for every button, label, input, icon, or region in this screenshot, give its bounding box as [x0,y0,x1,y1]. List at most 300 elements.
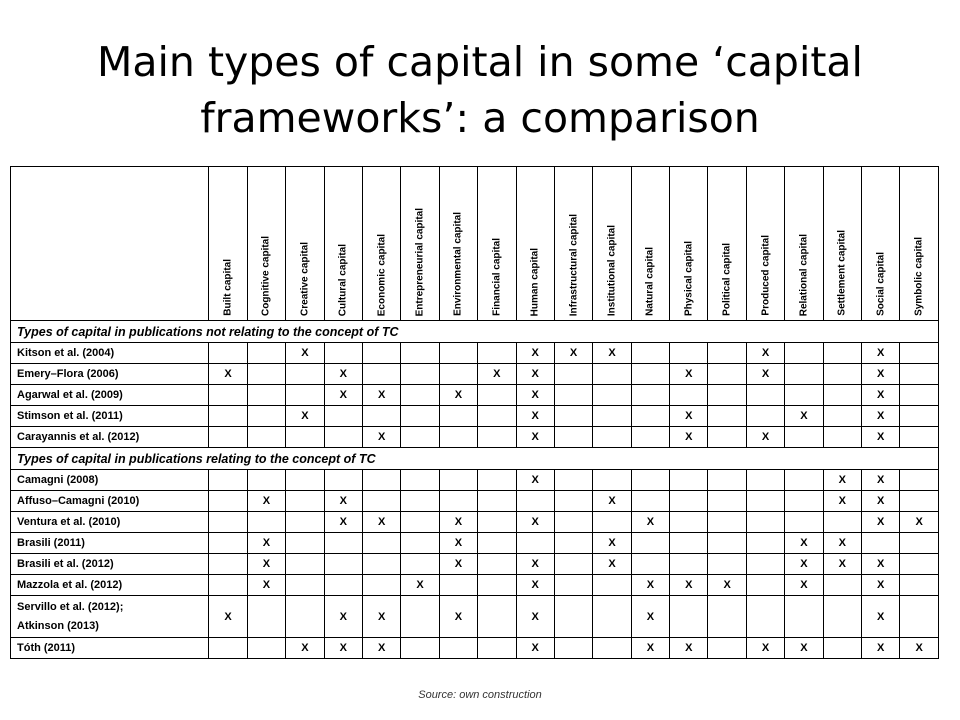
mark-cell: X [324,491,362,512]
mark-cell [478,554,516,575]
mark-cell [708,470,746,491]
row-label-line: Agarwal et al. (2009) [17,388,123,401]
mark-cell: X [439,596,477,638]
mark-cell: X [593,533,631,554]
row-label-line: Camagni (2008) [17,473,99,486]
mark-cell [362,533,400,554]
mark-cell: X [670,638,708,659]
mark-cell [631,470,669,491]
mark-cell [593,427,631,448]
column-header-label: Produced capital [760,235,772,316]
column-header [209,167,247,321]
mark-cell [554,406,592,427]
mark-cell [324,533,362,554]
column-header [516,167,554,321]
mark-cell [785,343,823,364]
mark-cell [247,638,285,659]
mark-cell [823,343,861,364]
mark-cell [900,575,939,596]
mark-cell: X [247,491,285,512]
mark-cell [324,427,362,448]
column-header-label: Cognitive capital [260,235,272,316]
mark-cell [746,470,784,491]
mark-cell [324,470,362,491]
mark-cell [286,554,324,575]
mark-cell [516,533,554,554]
row-label [11,575,209,596]
mark-cell [362,406,400,427]
mark-cell: X [862,343,900,364]
mark-cell [401,364,439,385]
mark-cell [823,385,861,406]
column-header [362,167,400,321]
column-header-label: Entrepreneurial capital [414,207,426,316]
mark-cell [401,385,439,406]
mark-cell [478,343,516,364]
row-label-line: Mazzola et al. (2012) [17,578,123,591]
mark-cell [247,364,285,385]
mark-cell [478,470,516,491]
mark-cell [247,512,285,533]
mark-cell [362,470,400,491]
column-header-label: Settlement capital [836,230,848,316]
mark-cell: X [785,638,823,659]
mark-cell: X [247,554,285,575]
mark-cell [324,406,362,427]
mark-cell [900,554,939,575]
mark-cell: X [823,491,861,512]
mark-cell: X [324,512,362,533]
mark-cell [670,554,708,575]
table-row [11,491,939,512]
mark-cell [554,575,592,596]
row-label [11,470,209,491]
mark-cell: X [362,512,400,533]
mark-cell [708,596,746,638]
row-label-line: Carayannis et al. (2012) [17,430,140,443]
mark-cell: X [862,575,900,596]
mark-cell: X [516,512,554,533]
mark-cell: X [362,385,400,406]
mark-cell [209,491,247,512]
mark-cell [286,512,324,533]
mark-cell: X [286,343,324,364]
column-header-label: Cultural capital [337,243,349,316]
mark-cell [746,406,784,427]
mark-cell [247,427,285,448]
mark-cell [209,406,247,427]
row-label-line: Tóth (2011) [17,641,76,654]
column-header [439,167,477,321]
row-label [11,343,209,364]
mark-cell [247,470,285,491]
mark-cell: X [516,554,554,575]
mark-cell: X [862,512,900,533]
column-header-label: Infrastructural capital [568,213,580,316]
column-header [746,167,784,321]
mark-cell [900,364,939,385]
mark-cell [209,385,247,406]
mark-cell [478,427,516,448]
mark-cell [324,575,362,596]
mark-cell: X [862,470,900,491]
column-header-label: Built capital [222,259,234,316]
row-label-line: Stimson et al. (2011) [17,409,123,422]
mark-cell [785,470,823,491]
mark-cell [823,575,861,596]
mark-cell [593,385,631,406]
mark-cell: X [247,575,285,596]
mark-cell [209,533,247,554]
mark-cell [785,596,823,638]
mark-cell: X [670,406,708,427]
mark-cell [746,554,784,575]
table-row [11,364,939,385]
mark-cell [478,533,516,554]
mark-cell [708,406,746,427]
mark-cell [478,491,516,512]
mark-cell: X [362,427,400,448]
mark-cell: X [516,470,554,491]
row-label-line: Servillo et al. (2012); [17,600,124,613]
mark-cell [554,596,592,638]
capital-comparison-table [10,166,939,659]
column-header [247,167,285,321]
column-header [401,167,439,321]
mark-cell [746,575,784,596]
mark-cell [785,512,823,533]
row-label-line: Emery–Flora (2006) [17,367,119,380]
column-header-label: Human capital [529,247,541,316]
mark-cell [401,343,439,364]
mark-cell: X [516,364,554,385]
mark-cell: X [362,638,400,659]
mark-cell [631,491,669,512]
mark-cell [554,427,592,448]
mark-cell: X [631,638,669,659]
corner-cell [11,167,209,321]
table-row [11,406,939,427]
slide-title [0,34,960,146]
row-label [11,385,209,406]
column-header [708,167,746,321]
column-header [900,167,939,321]
mark-cell: X [708,575,746,596]
mark-cell [631,427,669,448]
table-row [11,533,939,554]
mark-cell: X [631,596,669,638]
column-header-label: Environmental capital [452,212,464,316]
column-header [862,167,900,321]
mark-cell [478,406,516,427]
mark-cell [439,364,477,385]
mark-cell [439,575,477,596]
mark-cell [708,533,746,554]
title-line-1: Main types of capital in some ‘capital [97,38,863,86]
mark-cell: X [478,364,516,385]
mark-cell: X [286,406,324,427]
mark-cell [439,638,477,659]
section-heading: Types of capital in publications not relating to the concept of TC [11,321,939,343]
mark-cell [401,638,439,659]
mark-cell [593,638,631,659]
mark-cell [439,470,477,491]
column-header [478,167,516,321]
mark-cell [247,596,285,638]
mark-cell [823,406,861,427]
mark-cell [785,385,823,406]
table-row [11,512,939,533]
column-header [593,167,631,321]
mark-cell [823,596,861,638]
mark-cell [401,470,439,491]
mark-cell: X [862,385,900,406]
mark-cell [900,427,939,448]
mark-cell [401,533,439,554]
mark-cell: X [862,638,900,659]
mark-cell [862,533,900,554]
row-label [11,533,209,554]
column-header [670,167,708,321]
mark-cell [823,512,861,533]
mark-cell: X [823,554,861,575]
mark-cell: X [439,385,477,406]
mark-cell: X [900,512,939,533]
row-label-line: Atkinson (2013) [17,619,99,632]
mark-cell [478,512,516,533]
row-label [11,491,209,512]
row-label-line: Brasili et al. (2012) [17,557,114,570]
mark-cell [823,427,861,448]
mark-cell [670,385,708,406]
mark-cell [785,427,823,448]
mark-cell: X [247,533,285,554]
column-header-label: Political capital [721,243,733,316]
mark-cell [362,343,400,364]
mark-cell [209,575,247,596]
row-label [11,427,209,448]
mark-cell: X [670,575,708,596]
mark-cell [286,533,324,554]
table-row [11,575,939,596]
mark-cell [823,638,861,659]
mark-cell [900,343,939,364]
mark-cell [670,512,708,533]
column-header [823,167,861,321]
row-label-line: Affuso–Camagni (2010) [17,494,140,507]
row-label [11,406,209,427]
mark-cell [324,343,362,364]
mark-cell [401,491,439,512]
mark-cell [631,385,669,406]
section-heading: Types of capital in publications relating to the concept of TC [11,448,939,470]
mark-cell: X [862,554,900,575]
column-header-label: Relational capital [798,233,810,316]
mark-cell: X [746,364,784,385]
mark-cell: X [324,385,362,406]
table-row [11,343,939,364]
column-header [785,167,823,321]
mark-cell [670,596,708,638]
mark-cell: X [362,596,400,638]
mark-cell: X [746,427,784,448]
mark-cell: X [900,638,939,659]
mark-cell: X [401,575,439,596]
mark-cell [286,427,324,448]
mark-cell [286,491,324,512]
mark-cell: X [593,343,631,364]
row-label [11,512,209,533]
mark-cell [286,385,324,406]
section-heading-row [11,448,939,470]
mark-cell: X [324,596,362,638]
table-row [11,385,939,406]
mark-cell: X [324,638,362,659]
table-row [11,427,939,448]
mark-cell [478,638,516,659]
mark-cell [593,364,631,385]
mark-cell: X [439,512,477,533]
mark-cell: X [785,406,823,427]
mark-cell [362,491,400,512]
row-label [11,554,209,575]
mark-cell [823,364,861,385]
mark-cell [247,343,285,364]
mark-cell [554,638,592,659]
mark-cell: X [670,364,708,385]
table-row [11,470,939,491]
mark-cell [631,533,669,554]
mark-cell: X [516,406,554,427]
mark-cell: X [746,343,784,364]
column-header [631,167,669,321]
mark-cell [593,406,631,427]
mark-cell [708,512,746,533]
mark-cell: X [439,554,477,575]
mark-cell [362,364,400,385]
mark-cell: X [670,427,708,448]
mark-cell: X [746,638,784,659]
mark-cell: X [516,343,554,364]
column-header [554,167,592,321]
mark-cell: X [631,512,669,533]
mark-cell [401,596,439,638]
row-label-line: Kitson et al. (2004) [17,346,115,359]
mark-cell [785,491,823,512]
mark-cell: X [862,406,900,427]
mark-cell [670,343,708,364]
column-header-label: Financial capital [491,238,503,316]
mark-cell: X [862,427,900,448]
mark-cell [554,385,592,406]
row-label-line: Ventura et al. (2010) [17,515,121,528]
column-header-label: Institutional capital [606,224,618,316]
mark-cell [746,385,784,406]
mark-cell [554,470,592,491]
mark-cell [439,427,477,448]
mark-cell [478,596,516,638]
mark-cell [900,533,939,554]
column-header-label: Symbolic capital [913,237,925,316]
mark-cell [401,427,439,448]
mark-cell [516,491,554,512]
mark-cell: X [209,364,247,385]
mark-cell: X [823,533,861,554]
mark-cell [209,343,247,364]
mark-cell [631,554,669,575]
mark-cell [746,512,784,533]
mark-cell [593,470,631,491]
mark-cell [401,512,439,533]
mark-cell [746,533,784,554]
mark-cell [554,512,592,533]
mark-cell [900,385,939,406]
row-label [11,596,209,638]
mark-cell: X [516,427,554,448]
column-header-label: Social capital [875,252,887,316]
mark-cell [708,343,746,364]
mark-cell: X [862,364,900,385]
column-header [324,167,362,321]
mark-cell [439,406,477,427]
mark-cell [247,406,285,427]
mark-cell: X [862,491,900,512]
mark-cell: X [439,533,477,554]
mark-cell [708,385,746,406]
mark-cell: X [516,575,554,596]
mark-cell [209,554,247,575]
table-row [11,638,939,659]
mark-cell [439,491,477,512]
mark-cell [362,554,400,575]
mark-cell: X [785,575,823,596]
mark-cell: X [862,596,900,638]
mark-cell [670,533,708,554]
column-header-label: Creative capital [299,242,311,316]
row-label [11,364,209,385]
mark-cell [247,385,285,406]
mark-cell [593,596,631,638]
mark-cell [900,406,939,427]
mark-cell [286,596,324,638]
mark-cell [593,575,631,596]
title-line-2: frameworks’: a comparison [200,94,760,142]
column-header [286,167,324,321]
mark-cell: X [785,554,823,575]
mark-cell [708,638,746,659]
mark-cell [900,470,939,491]
mark-cell: X [823,470,861,491]
mark-cell [286,364,324,385]
mark-cell [670,470,708,491]
mark-cell [708,364,746,385]
header-row [11,167,939,321]
table-row [11,596,939,638]
mark-cell [401,554,439,575]
mark-cell [708,491,746,512]
mark-cell [746,491,784,512]
mark-cell [286,470,324,491]
mark-cell: X [324,364,362,385]
mark-cell [631,364,669,385]
mark-cell [785,364,823,385]
column-header-label: Physical capital [683,240,695,316]
mark-cell [401,406,439,427]
mark-cell [554,364,592,385]
mark-cell: X [785,533,823,554]
mark-cell [900,491,939,512]
mark-cell: X [516,385,554,406]
